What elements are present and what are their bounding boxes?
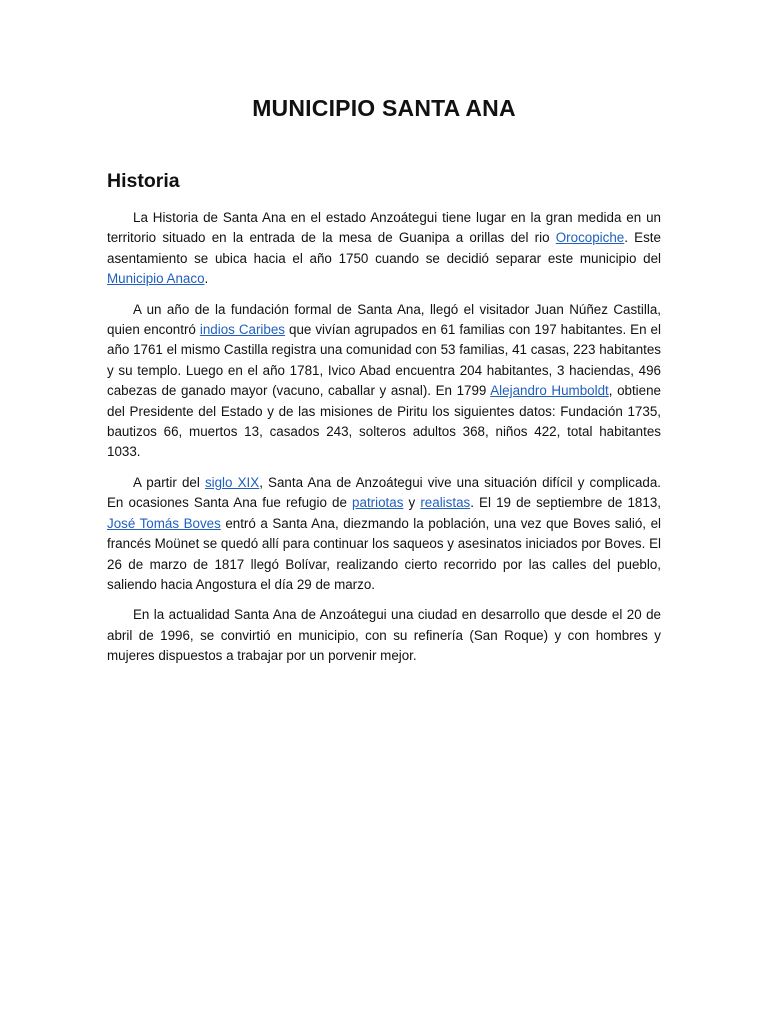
paragraph-text: A partir del — [133, 474, 205, 490]
paragraph-text: . El 19 de septiembre de 1813, — [470, 495, 661, 511]
paragraph-text: A un año de la fundación formal de Santa Ana, llegó el visitador Juan Núñez Castilla, quien encontró — [107, 301, 661, 338]
paragraph-text: . Este asentamiento se ubica hacia el año 1750 cuando se decidió separar este municipio del — [107, 230, 661, 266]
paragraph-text: entró a Santa Ana, diezmando la población, una vez que Boves salió, el francés Moünet se quedó allí para continuar los saqueos y asesinatos iniciados por Boves. El 26 de marzo de 1817 llegó Bolívar, realizando cierto recorrido por las calles del pueblo, saliendo hacia Angostura el día 29 de marzo. — [107, 515, 661, 592]
document-body — [107, 208, 661, 677]
link-siglo-xix[interactable]: siglo XIX — [204, 474, 260, 490]
link-indios-caribes[interactable]: indios Caribes — [199, 322, 285, 338]
link-alejandro-humboldt[interactable]: Alejandro Humboldt — [490, 383, 609, 399]
paragraph-text: En la actualidad Santa Ana de Anzoátegui una ciudad en desarrollo que desde el 20 de abril de 1996, se convirtió en municipio, con su refinería (San Roque) y con hombres y mujeres dispuestos a trabajar por un porvenir mejor. — [107, 607, 661, 664]
paragraph-text: y — [403, 495, 421, 511]
paragraph-text: que vivían agrupados en 61 familias con 197 habitantes. En el año 1761 el mismo Castilla registra una comunidad con 53 familias, 41 casas, 223 habitantes y su templo. Luego en el año 1781, Ivico Abad encuentra 204 habitantes, 3 haciendas, 496 cabezas de ganado mayor (vacuno, caballar y asnal). En 1799 — [107, 322, 661, 399]
paragraph — [107, 473, 661, 595]
link-municipio-anaco[interactable]: Municipio Anaco — [107, 271, 205, 287]
paragraph-text: , Santa Ana de Anzoátegui vive una situación difícil y complicada. En ocasiones Santa Ana fue refugio de — [107, 474, 662, 511]
paragraph-text: La Historia de Santa Ana en el estado Anzoátegui tiene lugar en la gran medida en un territorio situado en la entrada de la mesa de Guanipa a orillas del rio — [107, 210, 661, 246]
paragraph-text: , obtiene del Presidente del Estado y de las misiones de Piritu los siguientes datos: Fundación 1735, bautizos 66, muertos 13, casados 243, solteros adultos 368, niños 422, total habitantes 1033. — [107, 383, 662, 460]
link-realistas[interactable]: realistas — [420, 495, 471, 511]
paragraph-text: . — [204, 271, 209, 287]
paragraph — [107, 300, 661, 463]
link-jose-tomas-boves[interactable]: José Tomás Boves — [107, 515, 221, 531]
paragraph — [107, 208, 661, 290]
document-title: MUNICIPIO SANTA ANA — [252, 95, 516, 121]
link-orocopiche[interactable]: Orocopiche — [555, 230, 625, 246]
paragraph — [107, 605, 661, 666]
link-patriotas[interactable]: patriotas — [352, 495, 404, 511]
section-heading-historia: Historia — [107, 170, 180, 192]
